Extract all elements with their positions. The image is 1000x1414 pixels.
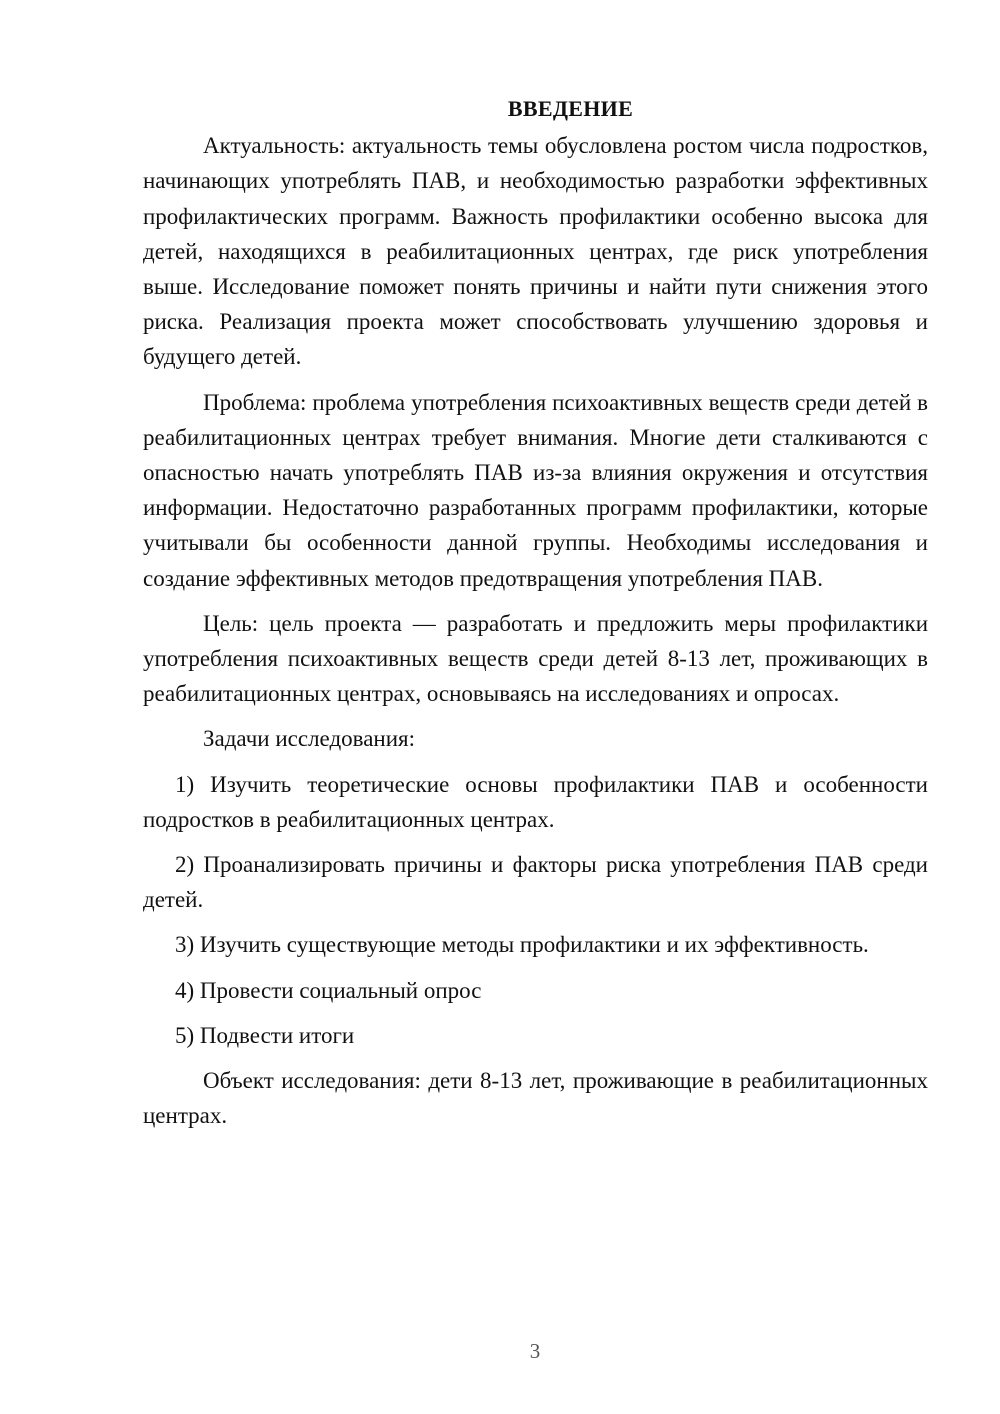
task-item: 5) Подвести итоги (175, 1022, 355, 1048)
task-item: 3) Изучить существующие методы профилактики и их эффективность. (175, 932, 869, 958)
task-item: 2) Проанализировать причины и факторы риска употребления ПАВ среди детей. (143, 852, 928, 913)
problem-paragraph: Проблема: проблема употребления психоактивных веществ среди детей в реабилитационных центрах требует внимания. Многие дети сталкиваются с опасностью начать употреблять ПАВ из-за влияния окружения и отсутствия информации. Недостаточно разработанных программ профилактики, которые учитывали бы особенности данной группы. Необходимы исследования и создание эффективных методов предотвращения употребления ПАВ. (143, 389, 928, 591)
task-item: 1) Изучить теоретические основы профилактики ПАВ и особенности подростков в реабилитационных центрах. (143, 771, 928, 832)
task-item: 4) Провести социальный опрос (175, 977, 482, 1003)
page-content (143, 91, 928, 1133)
page-number: 3 (529, 1339, 541, 1363)
goal-paragraph: Цель: цель проекта — разработать и предложить меры профилактики употребления психоактивных веществ среди детей 8-13 лет, проживающих в реабилитационных центрах, основываясь на исследованиях и опросах. (143, 610, 928, 707)
object-paragraph: Объект исследования: дети 8-13 лет, проживающие в реабилитационных центрах. (143, 1068, 928, 1129)
page-title: ВВЕДЕНИЕ (507, 96, 634, 121)
tasks-heading: Задачи исследования: (203, 726, 416, 752)
relevance-paragraph: Актуальность: актуальность темы обусловлена ростом числа подростков, начинающих употреблять ПАВ, и необходимостью разработки эффективных профилактических программ. Важность профилактики особенно высока для детей, находящихся в реабилитационных центрах, где риск употребления выше. Исследование поможет понять причины и найти пути снижения этого риска. Реализация проекта может способствовать улучшению здоровья и будущего детей. (143, 133, 928, 370)
